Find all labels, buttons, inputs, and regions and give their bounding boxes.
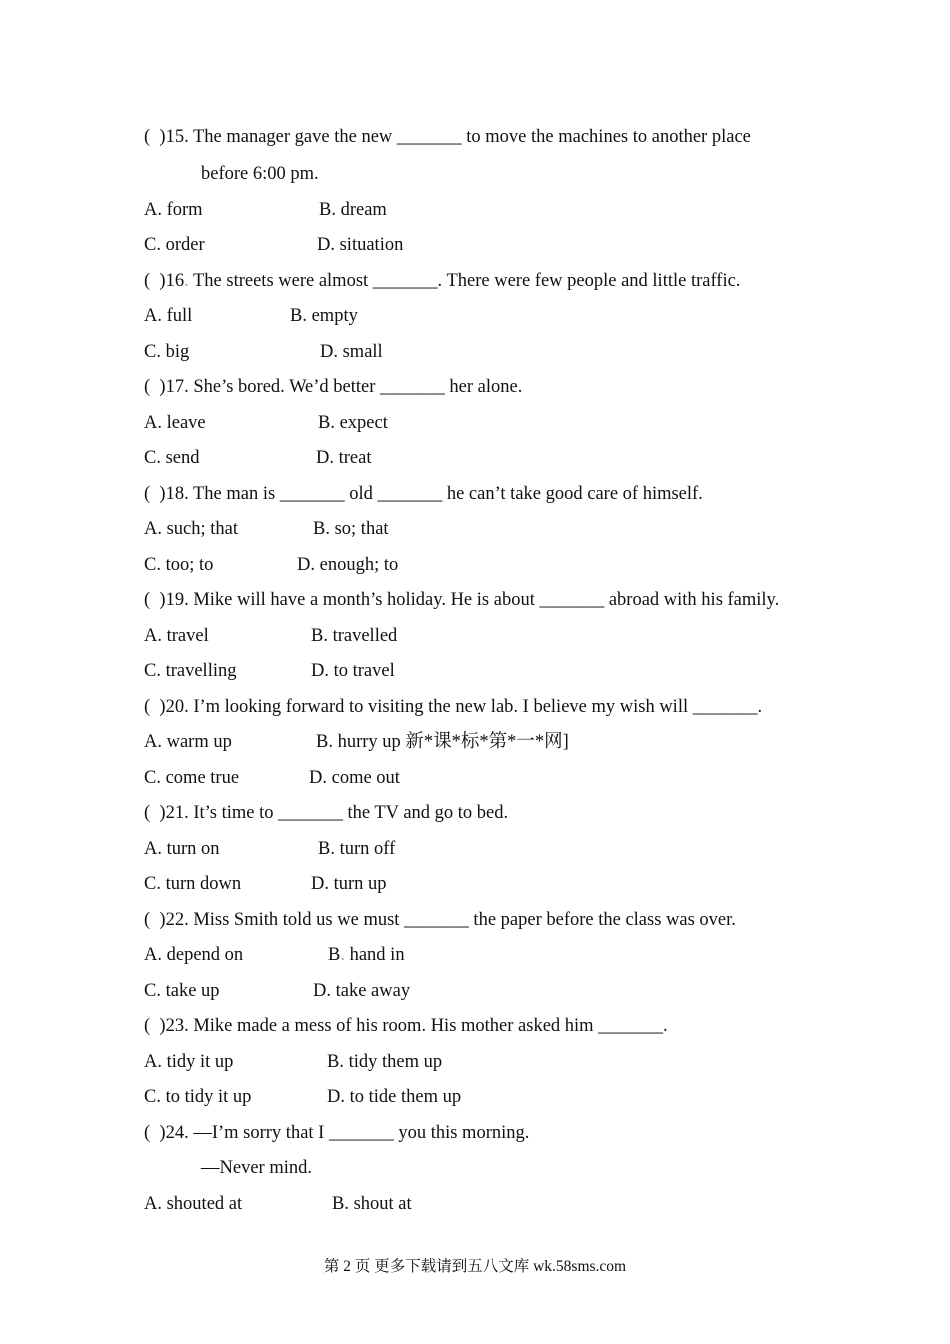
question-19-option-d: D. to travel [311,661,395,681]
question-22-option-c: C. take up [144,981,220,1001]
question-15-option-b: B. dream [319,200,387,220]
question-17-option-d: D. treat [316,448,372,468]
question-22-dot-mark: . [340,945,345,965]
question-20-option-c: C. come true [144,768,240,788]
question-19-option-b: B. travelled [311,626,398,646]
question-23-option-b: B. tidy them up [327,1052,443,1072]
question-19-option-a: A. travel [144,626,209,646]
question-18-option-b: B. so; that [313,519,389,539]
question-16-option-c: C. big [144,342,190,362]
question-23-option-d: D. to tide them up [327,1087,462,1107]
question-19-stem: ( )19. Mike will have a month’s holiday. He is about _______ abroad with his family. [144,590,780,610]
question-18-option-d: D. enough; to [297,555,399,575]
question-21-option-d: D. turn up [311,874,387,894]
question-16-stem-number: ( )16 [144,271,185,291]
question-23-option-a: A. tidy it up [144,1052,234,1072]
question-24-stem: ( )24. —I’m sorry that I _______ you this morning. [144,1123,530,1143]
question-17-stem: ( )17. She’s bored. We’d better _______ her alone. [144,377,523,397]
question-16-option-b: B. empty [290,306,358,326]
page-footer: 第 2 页 更多下载请到五八文库 wk.58sms.com [323,1258,627,1275]
question-16-stem-text: The streets were almost _______. There were few people and little traffic. [188,271,741,291]
question-16-option-a: A. full [144,306,193,326]
question-15-stem: ( )15. The manager gave the new _______ to move the machines to another place [144,127,751,147]
question-20-option-d: D. come out [309,768,400,788]
question-17-option-b: B. expect [318,413,388,433]
question-16-stem [144,270,740,292]
question-21-option-a: A. turn on [144,839,220,859]
question-17-option-c: C. send [144,448,200,468]
question-15-option-d: D. situation [317,235,404,255]
question-15-stem-continuation: before 6:00 pm. [201,164,319,184]
question-22-option-b [328,944,405,966]
question-20-option-a: A. warm up [144,732,232,752]
question-23-option-c: C. to tidy it up [144,1087,252,1107]
question-15-option-a: A. form [144,200,203,220]
question-18-option-a: A. such; that [144,519,239,539]
question-21-option-b: B. turn off [318,839,396,859]
question-24-stem-continuation: —Never mind. [201,1158,312,1178]
question-16-dot-mark: . [184,271,189,291]
question-20-option-b: B. hurry up 新*课*标*第*一*网] [316,732,569,752]
question-15-option-c: C. order [144,235,205,255]
question-21-stem: ( )21. It’s time to _______ the TV and go to bed. [144,803,509,823]
question-21-option-c: C. turn down [144,874,242,894]
question-18-stem: ( )18. The man is _______ old _______ he can’t take good care of himself. [144,484,703,504]
question-22-option-b-text: hand in [344,945,405,965]
question-24-option-b: B. shout at [332,1194,412,1214]
question-20-stem: ( )20. I’m looking forward to visiting the new lab. I believe my wish will _______. [144,697,763,717]
question-18-option-c: C. too; to [144,555,214,575]
question-17-option-a: A. leave [144,413,206,433]
question-22-option-d: D. take away [313,981,411,1001]
question-24-option-a: A. shouted at [144,1194,243,1214]
question-16-option-d: D. small [320,342,383,362]
question-22-stem: ( )22. Miss Smith told us we must _______ the paper before the class was over. [144,910,736,930]
question-22-option-a: A. depend on [144,945,244,965]
question-23-stem: ( )23. Mike made a mess of his room. His mother asked him _______. [144,1016,668,1036]
question-22-option-b-letter: B [328,945,341,965]
question-19-option-c: C. travelling [144,661,237,681]
